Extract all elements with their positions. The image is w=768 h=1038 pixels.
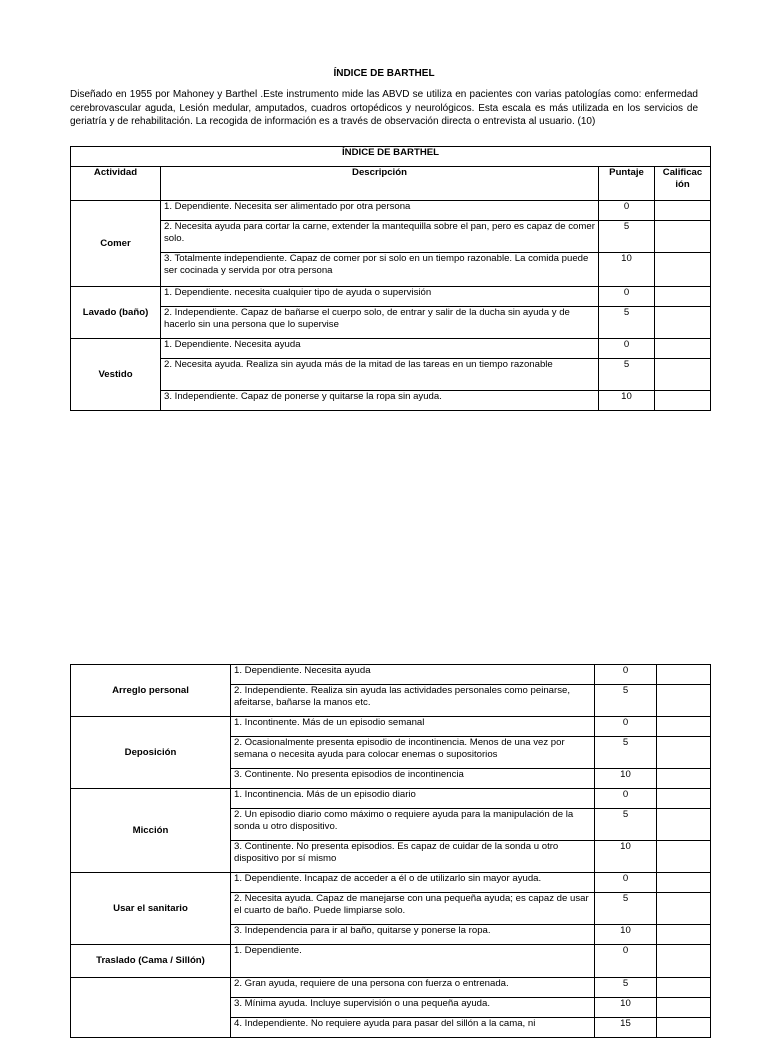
rating-cell[interactable] <box>657 737 711 769</box>
table-row <box>71 287 711 307</box>
rating-cell[interactable] <box>655 307 711 339</box>
description-cell: 2. Independiente. Capaz de bañarse el cuerpo solo, de entrar y salir de la ducha sin ayuda y de hacerlo sin una persona que lo supervise <box>161 307 599 339</box>
table-row <box>71 221 711 253</box>
rating-cell[interactable] <box>657 1018 711 1038</box>
score-cell: 10 <box>595 925 657 945</box>
header-score: Puntaje <box>599 167 655 201</box>
rating-cell[interactable] <box>657 998 711 1018</box>
table-row <box>71 945 711 978</box>
header-activity: Actividad <box>71 167 161 201</box>
rating-cell[interactable] <box>657 665 711 685</box>
table-row <box>71 391 711 411</box>
table1-body <box>71 201 711 411</box>
score-cell: 5 <box>595 737 657 769</box>
table-row <box>71 339 711 359</box>
description-cell: 2. Necesita ayuda. Capaz de manejarse con una pequeña ayuda; es capaz de usar el cuarto de baño. Puede limpiarse solo. <box>231 893 595 925</box>
score-cell: 10 <box>595 769 657 789</box>
table-row <box>71 978 711 998</box>
score-cell: 5 <box>595 685 657 717</box>
header-description: Descripción <box>161 167 599 201</box>
score-cell: 10 <box>595 998 657 1018</box>
rating-cell[interactable] <box>657 841 711 873</box>
table-row <box>71 717 711 737</box>
table-row <box>71 873 711 893</box>
activity-cell: Deposición <box>71 717 231 789</box>
table-row <box>71 665 711 685</box>
rating-cell[interactable] <box>655 339 711 359</box>
intro-paragraph: Diseñado en 1955 por Mahoney y Barthel .Este instrumento mide las ABVD se utiliza en pacientes con varias patologías como: enfermedad cerebrovascular aguda, Lesión medular, amputados, cuadros ortopédicos y neurológicos. Esta escala es más utilizada en los servicios de geriatría y de rehabilitación. La recogida de información es a través de observación directa o entrevista al usuario. (10) <box>70 89 698 127</box>
description-cell: 2. Gran ayuda, requiere de una persona con fuerza o entrenada. <box>231 978 595 998</box>
description-cell: 3. Mínima ayuda. Incluye supervisión o una pequeña ayuda. <box>231 998 595 1018</box>
rating-cell[interactable] <box>657 873 711 893</box>
score-cell: 10 <box>595 841 657 873</box>
score-cell: 5 <box>595 809 657 841</box>
score-cell: 5 <box>599 307 655 339</box>
rating-cell[interactable] <box>657 925 711 945</box>
description-cell: 1. Incontinencia. Más de un episodio diario <box>231 789 595 809</box>
header-rating: Calificac ión <box>655 167 711 201</box>
activity-cell: Traslado (Cama / Sillón) <box>71 945 231 978</box>
score-cell: 15 <box>595 1018 657 1038</box>
document-title: ÍNDICE DE BARTHEL <box>333 68 435 79</box>
score-cell: 0 <box>595 717 657 737</box>
barthel-table-2 <box>70 664 711 1038</box>
rating-cell[interactable] <box>655 253 711 287</box>
table-caption: ÍNDICE DE BARTHEL <box>71 147 711 167</box>
rating-cell[interactable] <box>655 391 711 411</box>
activity-cell: Comer <box>71 201 161 287</box>
description-cell: 3. Independencia para ir al baño, quitarse y ponerse la ropa. <box>231 925 595 945</box>
description-cell: 2. Un episodio diario como máximo o requiere ayuda para la manipulación de la sonda u otro dispositivo. <box>231 809 595 841</box>
rating-cell[interactable] <box>657 945 711 978</box>
rating-cell[interactable] <box>655 287 711 307</box>
description-cell: 1. Dependiente. Necesita ayuda <box>161 339 599 359</box>
table-row <box>71 201 711 221</box>
score-cell: 0 <box>599 339 655 359</box>
score-cell: 5 <box>599 359 655 391</box>
rating-cell[interactable] <box>657 978 711 998</box>
table-row <box>71 307 711 339</box>
description-cell: 2. Ocasionalmente presenta episodio de incontinencia. Menos de una vez por semana o necesita ayuda para colocar enemas o supositorios <box>231 737 595 769</box>
score-cell: 5 <box>595 893 657 925</box>
rating-cell[interactable] <box>655 221 711 253</box>
description-cell: 4. Independiente. No requiere ayuda para pasar del sillón a la cama, ni <box>231 1018 595 1038</box>
activity-cell: Vestido <box>71 339 161 411</box>
rating-cell[interactable] <box>657 685 711 717</box>
rating-cell[interactable] <box>655 359 711 391</box>
description-cell: 3. Continente. No presenta episodios de incontinencia <box>231 769 595 789</box>
rating-cell[interactable] <box>657 789 711 809</box>
description-cell: 1. Dependiente. Incapaz de acceder a él o de utilizarlo sin mayor ayuda. <box>231 873 595 893</box>
score-cell: 0 <box>595 789 657 809</box>
description-cell: 3. Totalmente independiente. Capaz de comer por si solo en un tiempo razonable. La comida puede ser cocinada y servida por otra persona <box>161 253 599 287</box>
rating-cell[interactable] <box>657 717 711 737</box>
description-cell: 1. Dependiente. necesita cualquier tipo de ayuda o supervisión <box>161 287 599 307</box>
description-cell: 1. Dependiente. <box>231 945 595 978</box>
score-cell: 0 <box>599 287 655 307</box>
score-cell: 5 <box>599 221 655 253</box>
activity-cell: Lavado (baño) <box>71 287 161 339</box>
score-cell: 0 <box>599 201 655 221</box>
activity-cell: Arreglo personal <box>71 665 231 717</box>
score-cell: 5 <box>595 978 657 998</box>
score-cell: 10 <box>599 391 655 411</box>
description-cell: 2. Necesita ayuda. Realiza sin ayuda más de la mitad de las tareas en un tiempo razonable <box>161 359 599 391</box>
score-cell: 0 <box>595 665 657 685</box>
table-row <box>71 789 711 809</box>
score-cell: 0 <box>595 873 657 893</box>
table2-body <box>71 665 711 1038</box>
activity-cell: Usar el sanitario <box>71 873 231 945</box>
rating-cell[interactable] <box>657 893 711 925</box>
rating-cell[interactable] <box>655 201 711 221</box>
description-cell: 3. Continente. No presenta episodios. Es capaz de cuidar de la sonda u otro dispositivo por sí mismo <box>231 841 595 873</box>
barthel-table-1 <box>70 146 711 411</box>
table-row <box>71 253 711 287</box>
activity-cell: Micción <box>71 789 231 873</box>
score-cell: 0 <box>595 945 657 978</box>
description-cell: 2. Necesita ayuda para cortar la carne, extender la mantequilla sobre el pan, pero es capaz de comer solo. <box>161 221 599 253</box>
description-cell: 1. Dependiente. Necesita ayuda <box>231 665 595 685</box>
table-row <box>71 359 711 391</box>
rating-cell[interactable] <box>657 809 711 841</box>
description-cell: 2. Independiente. Realiza sin ayuda las actividades personales como peinarse, afeitarse, bañarse la manos etc. <box>231 685 595 717</box>
rating-cell[interactable] <box>657 769 711 789</box>
score-cell: 10 <box>599 253 655 287</box>
description-cell: 1. Incontinente. Más de un episodio semanal <box>231 717 595 737</box>
activity-cell <box>71 978 231 1038</box>
description-cell: 3. Independiente. Capaz de ponerse y quitarse la ropa sin ayuda. <box>161 391 599 411</box>
description-cell: 1. Dependiente. Necesita ser alimentado por otra persona <box>161 201 599 221</box>
